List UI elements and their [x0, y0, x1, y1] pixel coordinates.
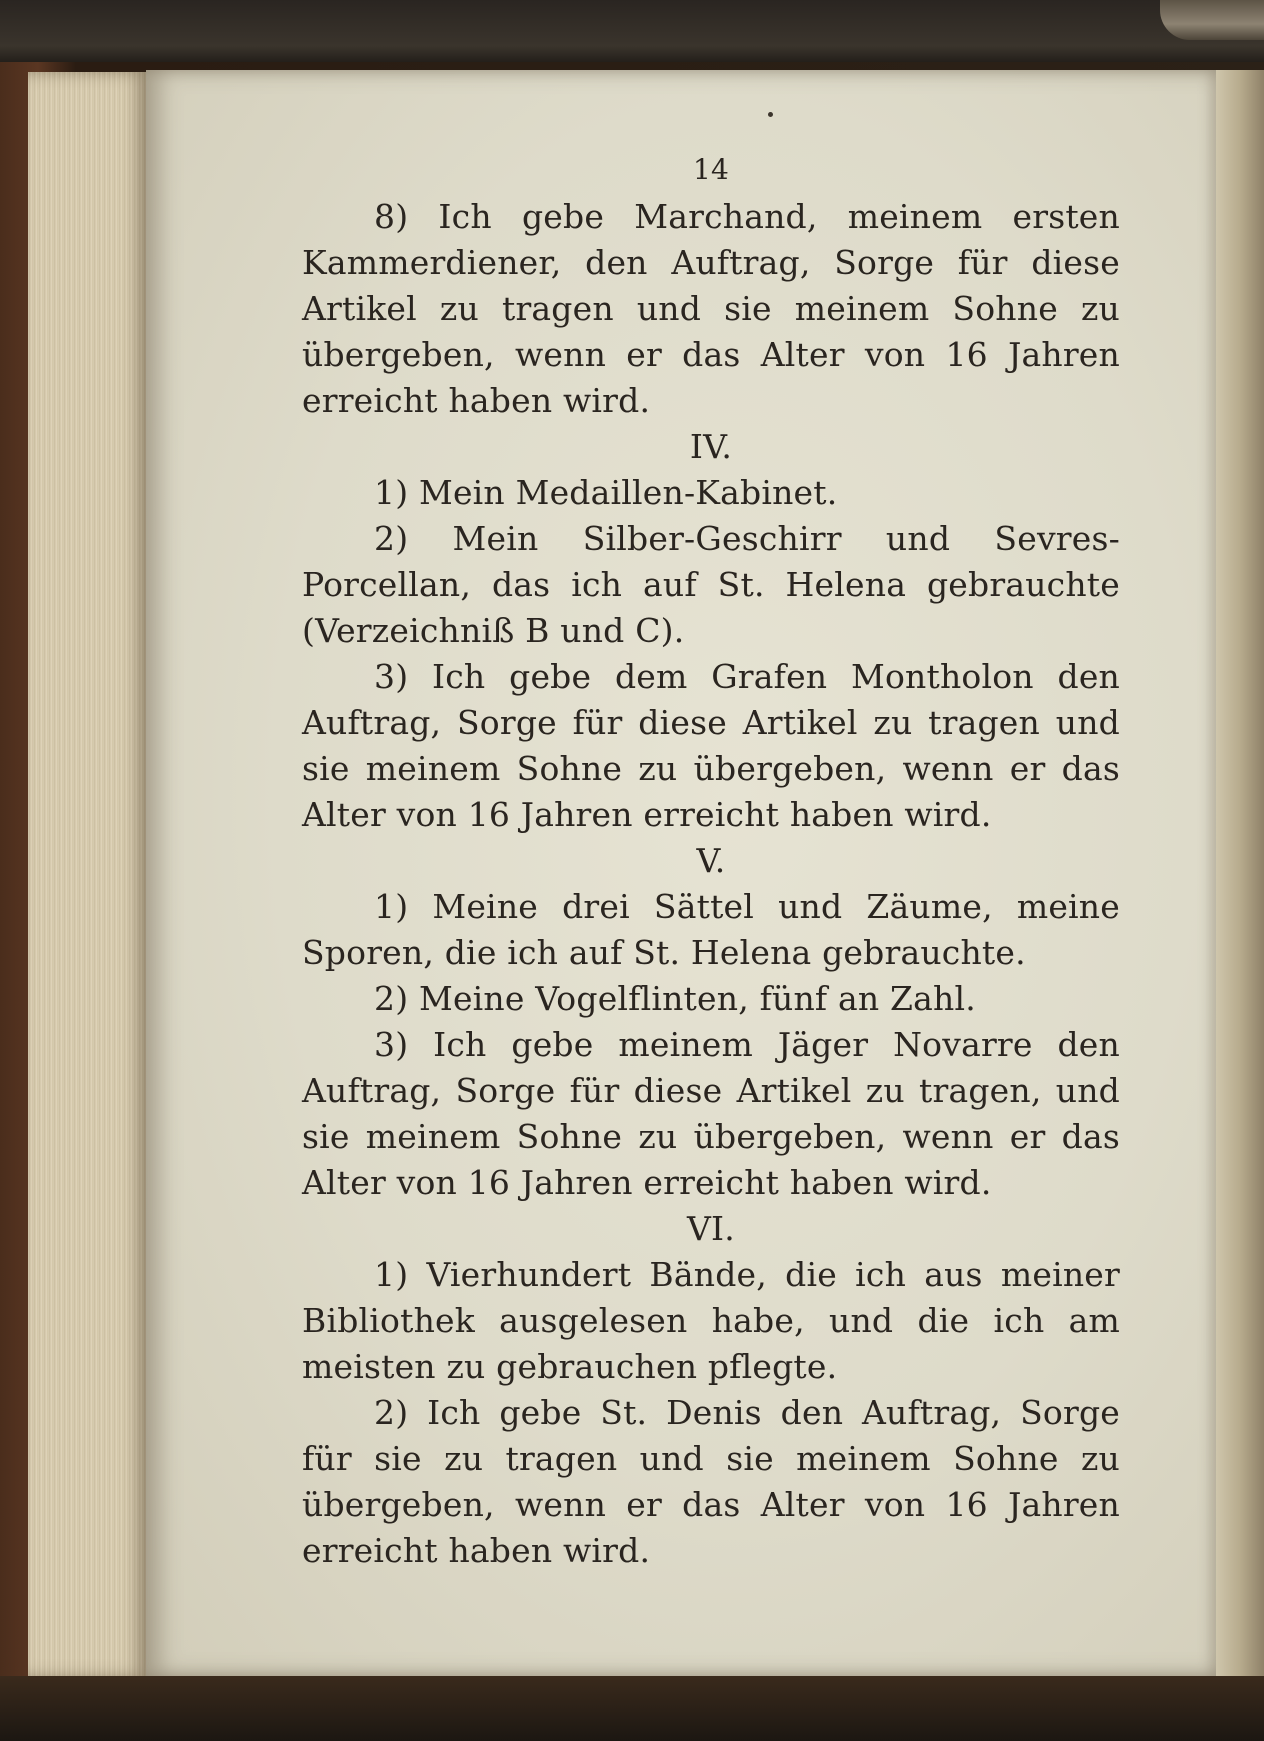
ink-speck [768, 112, 773, 117]
metal-clasp [1160, 0, 1264, 40]
paragraph-v-3: 3) Ich gebe meinem Jäger Novarre den Auftrag, Sorge für diese Artikel zu tragen, und sie meinem Sohne zu übergeben, wenn er das Alter von 16 Jahren erreicht haben wird. [302, 1025, 1120, 1202]
paragraph-8-marchand: 8) Ich gebe Marchand, meinem ersten Kammerdiener, den Auftrag, Sorge für diese Artikel zu tragen und sie meinem Sohne zu übergeben, wenn er das Alter von 16 Jahren erreicht haben wird. [302, 197, 1120, 420]
paragraph-iv-2: 2) Mein Silber-Geschirr und Sevres-Porcellan, das ich auf St. Helena gebrauchte (Verzeichniß B und C). [302, 519, 1120, 650]
paragraph-iv-3: 3) Ich gebe dem Grafen Montholon den Auftrag, Sorge für diese Artikel zu tragen und sie meinem Sohne zu übergeben, wenn er das Alter von 16 Jahren erreicht haben wird. [302, 657, 1120, 834]
page-number: 14 [692, 153, 730, 186]
paragraph-v-1: 1) Meine drei Sättel und Zäume, meine Sporen, die ich auf St. Helena gebrauchte. [302, 887, 1120, 972]
paragraph-vi-1: 1) Vierhundert Bände, die ich aus meiner Bibliothek ausgelesen habe, und die ich am meisten zu gebrauchen pflegte. [302, 1255, 1120, 1386]
facing-page-edge [1216, 70, 1264, 1676]
page-edges-stack [28, 72, 148, 1677]
paragraph-v-2: 2) Meine Vogelflinten, fünf an Zahl. [374, 979, 976, 1018]
section-heading-v: V. [696, 841, 726, 880]
book-top-edge [0, 0, 1264, 66]
paragraph-vi-2: 2) Ich gebe St. Denis den Auftrag, Sorge für sie zu tragen und sie meinem Sohne zu übergeben, wenn er das Alter von 16 Jahren erreicht haben wird. [302, 1393, 1120, 1570]
section-heading-iv: IV. [689, 427, 733, 466]
section-heading-vi: VI. [687, 1209, 735, 1248]
book-bottom-edge [0, 1676, 1264, 1741]
page-text [302, 150, 1120, 1574]
paragraph-iv-1: 1) Mein Medaillen-Kabinet. [374, 473, 838, 512]
